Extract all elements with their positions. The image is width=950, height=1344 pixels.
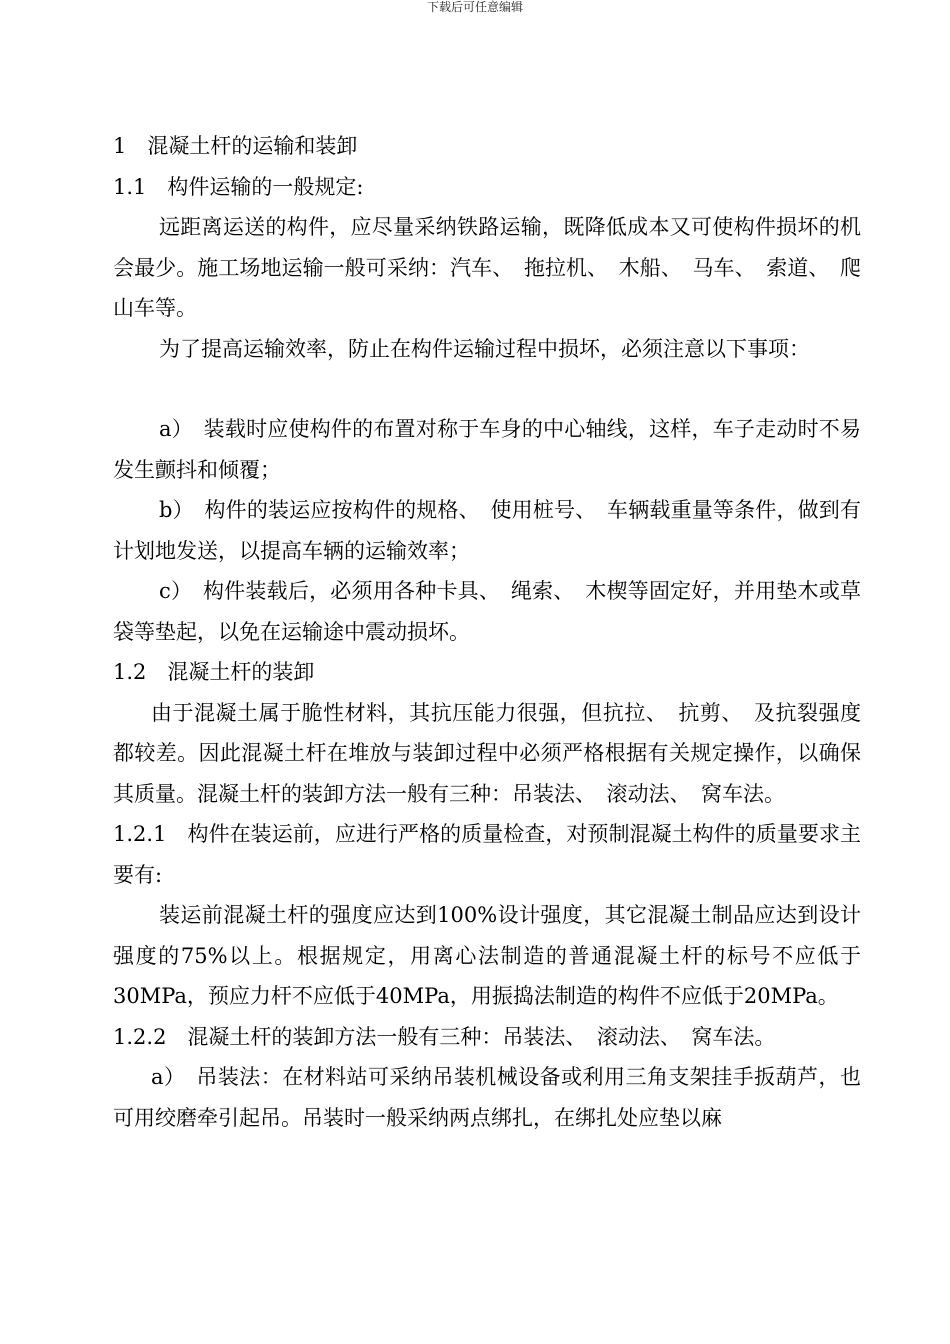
paragraph-transport-methods: 远距离运送的构件，应尽量采纳铁路运输，既降低成本又可使构件损坏的机会最少。施工场地运输一般可采纳：汽车、 拖拉机、 木船、 马车、 索道、 爬山车等。	[113, 215, 861, 320]
section-heading-1: 1 混凝土杆的运输和装卸	[113, 134, 358, 158]
paragraph-strength-requirements: 装运前混凝土杆的强度应达到100%设计强度，其它混凝土制品应达到设计强度的75%以上。根据规定，用离心法制造的普通混凝土杆的标号不应低于30MPa，预应力杆不应低于40MPa，用振捣法制造的构件不应低于20MPa。	[113, 903, 861, 1008]
paragraph-precautions-intro: 为了提高运输效率，防止在构件运输过程中损坏，必须注意以下事项：	[159, 336, 810, 361]
paragraph-lifting-method: a） 吊装法：在材料站可采纳吊装机械设备或利用三角支架挂手扳葫芦，也可用绞磨牵引起吊。吊装时一般采纳两点绑扎，在绑扎处应垫以麻	[113, 1065, 861, 1130]
section-heading-1-1: 1.1 构件运输的一般规定:	[113, 174, 364, 199]
page-header: 下载后可任意编辑	[426, 0, 523, 14]
section-heading-1-2: 1.2 混凝土杆的装卸	[113, 660, 315, 684]
list-item-a: a） 装载时应使构件的布置对称于车身的中心轴线，这样，车子走动时不易发生颤抖和倾覆；	[113, 417, 861, 482]
section-heading-1-2-1: 1.2.1 构件在装运前，应进行严格的质量检查，对预制混凝土构件的质量要求主要有:	[113, 822, 861, 887]
spacer	[113, 369, 861, 409]
section-heading-1-2-2: 1.2.2 混凝土杆的装卸方法一般有三种：吊装法、 滚动法、 窝车法。	[113, 1024, 776, 1049]
document-body	[113, 126, 861, 1138]
list-item-c: c） 构件装载后，必须用各种卡具、 绳索、 木楔等固定好，并用垫木或草袋等垫起，以免在运输途中震动损坏。	[113, 579, 861, 644]
list-item-b: b） 构件的装运应按构件的规格、 使用桩号、 车辆载重量等条件，做到有计划地发送，以提高车辆的运输效率；	[113, 498, 861, 563]
paragraph-loading-intro: 由于混凝土属于脆性材料，其抗压能力很强，但抗拉、 抗剪、 及抗裂强度都较差。因此混凝土杆在堆放与装卸过程中必须严格根据有关规定操作，以确保其质量。混凝土杆的装卸方法一般有三种：吊装法、 滚动法、 窝车法。	[113, 700, 861, 806]
